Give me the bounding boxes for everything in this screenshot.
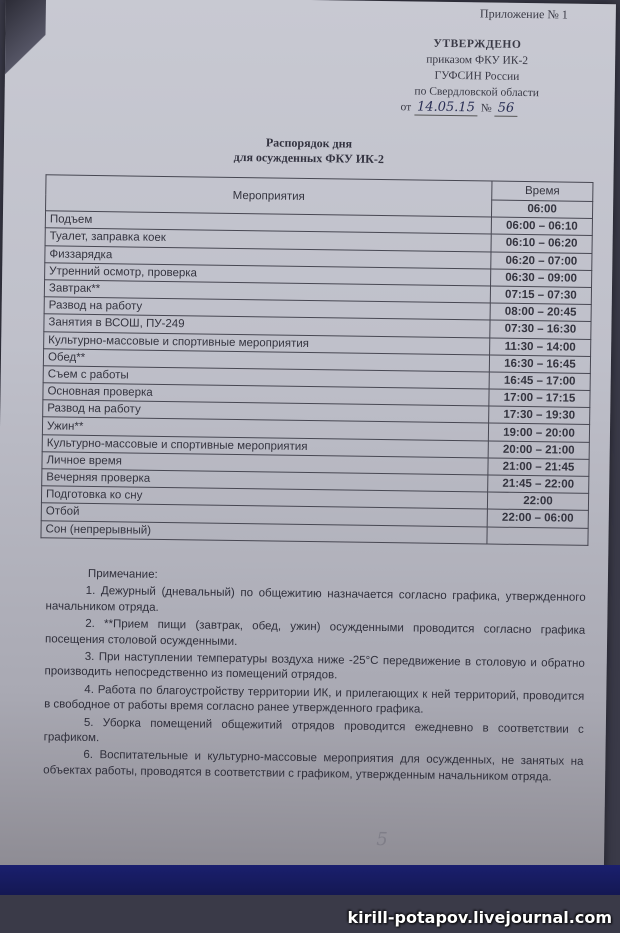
first-time-cell: 06:00 (491, 200, 592, 219)
activity-cell: Вечерняя проверка (42, 469, 488, 492)
table-header-row (46, 175, 593, 202)
activity-cell: Обед** (43, 348, 489, 371)
activity-cell: Туалет, заправка коек (45, 228, 491, 251)
activity-cell: Физзарядка (45, 245, 491, 268)
appendix-label: Приложение № 1 (479, 6, 568, 22)
approved-agency: ГУФСИН России (434, 69, 520, 83)
approved-by-order: приказом ФКУ ИК-2 (426, 53, 529, 68)
time-cell (487, 527, 588, 546)
activity-cell: Отбой (41, 503, 487, 526)
notes-heading: Примечание: (87, 567, 158, 581)
approved-region: по Свердловской области (414, 85, 540, 100)
title-line-1: Распорядок дня (265, 135, 353, 151)
activity-cell: Развод на работу (43, 400, 489, 423)
activity-cell: Завтрак** (44, 280, 490, 303)
activity-cell: Съем с работы (43, 366, 489, 389)
handwritten-page-mark: 5 (376, 828, 388, 851)
activity-cell: Развод на работу (44, 297, 490, 320)
note-item: 3. При наступлении температуры воздуха ниже -25°С передвижение в столовую и обратно производить непосредственно из помещений отрядов. (44, 650, 585, 682)
time-cell: 17:00 – 17:15 (489, 389, 590, 408)
approved-label: УТВЕРЖДЕНО (433, 37, 522, 51)
activity-cell: Основная проверка (43, 383, 489, 406)
activity-cell: Культурно-массовые и спортивные мероприятия (42, 434, 488, 457)
time-cell: 21:00 – 21:45 (488, 458, 589, 477)
watermark: kirill-potapov.livejournal.com (347, 908, 612, 927)
time-cell: 06:00 – 06:10 (491, 217, 592, 236)
time-cell: 08:00 – 20:45 (490, 303, 591, 322)
activity-cell: Культурно-массовые и спортивные мероприятия (44, 331, 490, 354)
time-cell: 22:00 – 06:00 (487, 509, 588, 528)
date-prefix: от (400, 101, 412, 114)
activity-cell: Подъем (45, 211, 491, 234)
column-header-time: Время (492, 181, 593, 201)
page-corner-shadow (5, 0, 46, 86)
note-item: 2. **Прием пищи (завтрак, обед, ужин) осужденными проводится согласно графика посещения столовой осужденными. (44, 618, 586, 648)
time-cell: 16:45 – 17:00 (489, 372, 590, 391)
column-header-activity: Мероприятия (46, 175, 492, 217)
activity-cell: Ужин** (42, 417, 488, 440)
note-item: 6. Воспитательные и культурно-массовые мероприятия для осужденных, не занятых на объектах работы, проводятся в соответствии с графиком, утвержденным начальником отряда. (43, 749, 584, 784)
number-prefix: № (480, 102, 492, 115)
activity-cell: Подготовка ко сну (41, 486, 487, 509)
notes-section (43, 566, 586, 788)
time-cell: 16:30 – 16:45 (489, 355, 590, 374)
activity-cell: Сон (непрерывный) (41, 520, 487, 543)
activity-cell: Личное время (42, 452, 488, 475)
handwritten-number: 56 (495, 101, 518, 117)
handwritten-date: 14.05.15 (414, 99, 478, 116)
time-cell: 17:30 – 19:30 (489, 406, 590, 425)
time-cell: 06:10 – 06:20 (491, 234, 592, 253)
time-cell: 11:30 – 14:00 (490, 338, 591, 357)
time-cell: 19:00 – 20:00 (488, 423, 589, 442)
time-cell: 22:00 (487, 492, 588, 511)
time-cell: 06:20 – 07:00 (491, 252, 592, 271)
title-line-2: для осужденных ФКУ ИК-2 (233, 149, 384, 167)
approval-date-line (396, 99, 556, 117)
blue-backdrop (0, 865, 620, 895)
time-cell: 06:30 – 09:00 (491, 269, 592, 288)
activity-cell: Занятия в ВСОШ, ПУ-249 (44, 314, 490, 337)
note-item: 5. Уборка помещений общежитий отрядов проводится ежедневно в соответствии с графиком. (43, 716, 584, 745)
time-cell: 07:15 – 07:30 (490, 286, 591, 305)
approval-block (396, 35, 557, 117)
note-item: 1. Дежурный (дневальный) по общежитию назначается согласно графика, утвержденного начальником отряда. (45, 585, 586, 614)
document-title (4, 132, 614, 171)
time-cell: 20:00 – 21:00 (488, 441, 589, 460)
schedule-table (40, 174, 593, 545)
time-cell: 07:30 – 16:30 (490, 320, 591, 339)
activity-cell: Утренний осмотр, проверка (45, 263, 491, 286)
note-item: 4. Работа по благоустройству территории ИК, и прилегающих к ней территорий, проводится в свободное от работы время согласно ранее утвержденного графика. (44, 683, 585, 716)
time-cell: 21:45 – 22:00 (488, 475, 589, 494)
